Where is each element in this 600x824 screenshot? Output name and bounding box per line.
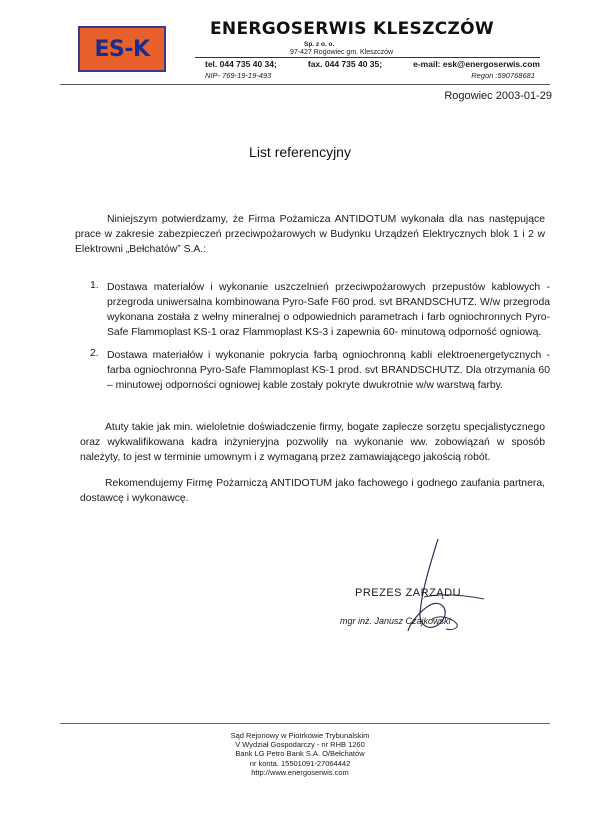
footer-line-court: Sąd Rejonowy w Piotrkowie Trybunalskim <box>230 731 370 740</box>
signatory-name: mgr inż. Janusz Czajkowski <box>340 616 451 626</box>
letterhead-rule <box>60 84 550 85</box>
company-ids-row <box>205 71 535 80</box>
fax-number: fax. 044 735 40 35; <box>307 59 383 69</box>
letter-title: List referencyjny <box>249 144 351 160</box>
company-name: ENERGOSERWIS KLESZCZÓW <box>210 19 494 39</box>
list-item-text: Dostawa materiałów i wykonanie uszczelnień przeciwpożarowych przepustów kablowych - przegroda uniwersalna kombinowana Pyro-Safe F60 prod. svt BRANDSCHUTZ. W/w przegroda wykonana została z wełny mineralnej o odpowiednich parametrach i farb ogniochronnych Pyro-Safe Flammoplast KS-1 oraz Flammoplast KS-3 i zapewnia 60- minutową odporność ogniową. <box>107 282 550 338</box>
header-divider <box>195 57 540 58</box>
list-item-text: Dostawa materiałów i wykonanie pokrycia farbą ogniochronną kabli elektroenergetycznych - farba ogniochronna Pyro-Safe Flammoplast KS-1 prod. svt BRANDSCHUTZ. Dla otrzymania 60 – minutowej odporności ogniowej kable zostały pokryte dwukrotnie w/w warstwą farby. <box>107 350 550 391</box>
footer-line-registry: V Wydział Gospodarczy - nr RHB 1260 <box>235 740 365 750</box>
footer-rule <box>60 723 550 724</box>
email-address: e-mail: esk@energoserwis.com <box>413 59 540 69</box>
footer-line-bank: Bank LG Petro Bank S.A. O/Bełchatów <box>235 749 365 759</box>
list-item-number: 1. <box>90 280 99 291</box>
closing-paragraph: Atuty takie jak min. wieloletnie doświadczenie firmy, bogate zaplecze sorzętu specjalistycznego oraz wykwalifikowana kadra inżynieryjna pozwoliły na wykonanie ww. zobowiązań w sposób należyty, to jest w terminie umownym i z wymaganą przez zamawiającego jakością robót. <box>80 422 545 463</box>
footer-block <box>0 731 600 777</box>
contact-row <box>205 59 540 69</box>
phone-number: tel. 044 735 40 34; <box>205 59 277 69</box>
company-legal-form: Sp. z o. o. <box>304 41 335 48</box>
nip-number: NIP- 769-19-19-493 <box>205 71 272 80</box>
letter-date: Rogowiec 2003-01-29 <box>444 90 552 102</box>
company-logo <box>78 26 166 72</box>
footer-line-account: nr konta. 15501091-27064442 <box>249 758 351 768</box>
footer-line-website: http://www.energoserwis.com <box>251 767 349 777</box>
intro-paragraph: Niniejszym potwierdzamy, że Firma Pożamicza ANTIDOTUM wykonała dla nas następujące prace w zakresie zabezpieczeń przeciwpożarowych w Budynku Urządzeń Elektrycznych blok 1 i 2 w Elektrowni „Bełchatów” S.A.: <box>75 214 545 255</box>
recommendation-paragraph: Rekomendujemy Firmę Pożarniczą ANTIDOTUM jako fachowego i godnego zaufania partnera, dostawcę i wykonawcę. <box>80 478 545 504</box>
company-address: 97-427 Rogowiec gm. Kleszczów <box>290 49 394 56</box>
logo-text: ES-K <box>94 36 150 62</box>
list-item-number: 2. <box>90 348 99 359</box>
regon-number: Regon :590768681 <box>471 71 535 80</box>
signatory-title: PREZES ZARZĄDU <box>355 587 462 599</box>
